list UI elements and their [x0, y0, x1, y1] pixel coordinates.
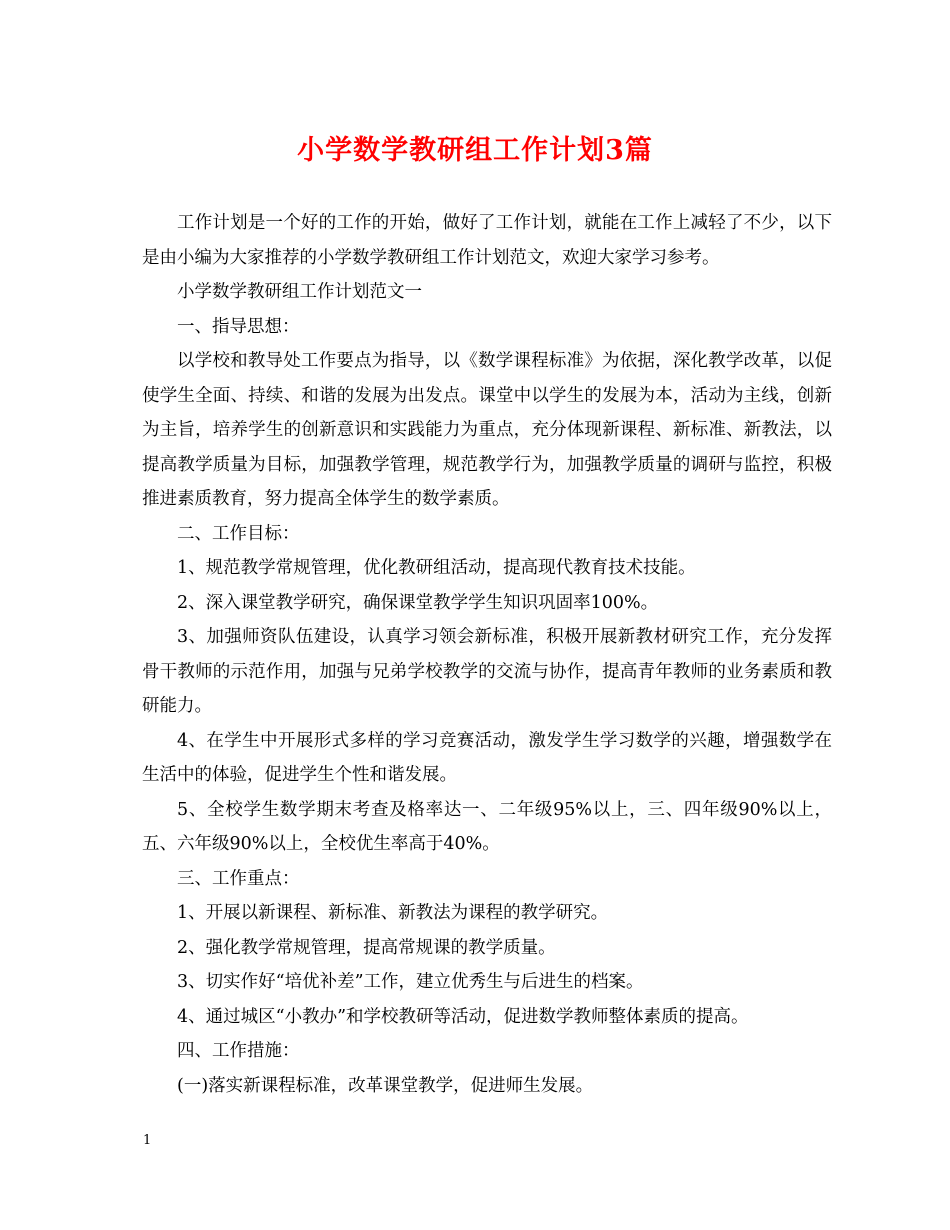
list-item-focus-1: 1、开展以新课程、新标准、新教法为课程的教学研究。 [177, 903, 609, 923]
list-item-goal-5: 5、全校学生数学期末考查及格率达一、二年级95%以上，三、四年级90%以上，五、六年级90%以上，全校优生率高于40%。 [142, 799, 832, 854]
page-number: 1 [143, 1133, 152, 1148]
list-item-goal-2: 2、深入课堂教学研究，确保课堂教学学生知识巩固率100%。 [177, 592, 659, 613]
paragraph-guiding-thought: 以学校和教导处工作要点为指导，以《数学课程标准》为依据，深化教学改革，以促使学生全面、持续、和谐的发展为出发点。课堂中以学生的发展为本，活动为主线，创新为主旨，培养学生的创新意识和实践能力为重点，充分体现新课程、新标准、新教法，以提高教学质量为目标，加强教学管理，规范教学行为，加强教学质量的调研与监控，积极推进素质教育，努力提高全体学生的数学素质。 [142, 351, 832, 509]
heading-work-measures: 四、工作措施： [177, 1041, 300, 1061]
list-item-focus-3: 3、切实作好“培优补差”工作，建立优秀生与后进生的档案。 [177, 972, 644, 992]
heading-work-focus: 三、工作重点： [177, 868, 300, 889]
list-item-focus-4: 4、通过城区“小教办”和学校教研等活动，促进数学教师整体素质的提高。 [177, 1006, 749, 1027]
list-item-measure-1: (一)落实新课程标准，改革课堂教学，促进师生发展。 [177, 1075, 594, 1096]
paragraph-intro: 工作计划是一个好的工作的开始，做好了工作计划，就能在工作上减轻了不少，以下是由小编为大家推荐的小学数学教研组工作计划范文，欢迎大家学习参考。 [142, 213, 832, 268]
document-title: 小学数学教研组工作计划3篇 [297, 135, 653, 166]
list-item-goal-4: 4、在学生中开展形式多样的学习竞赛活动，激发学生学习数学的兴趣，增强数学在生活中的体验，促进学生个性和谐发展。 [142, 730, 832, 785]
paragraph-section-heading: 小学数学教研组工作计划范文一 [177, 282, 422, 302]
list-item-goal-3: 3、加强师资队伍建设，认真学习领会新标准，积极开展新教材研究工作，充分发挥骨干教师的示范作用，加强与兄弟学校教学的交流与协作，提高青年教师的业务素质和教研能力。 [142, 627, 832, 716]
list-item-goal-1: 1、规范教学常规管理，优化教研组活动，提高现代教育技术技能。 [177, 558, 696, 578]
heading-work-goals: 二、工作目标： [177, 523, 300, 544]
list-item-focus-2: 2、强化教学常规管理，提高常规课的教学质量。 [177, 937, 556, 958]
document-body [142, 206, 832, 1103]
heading-guiding-thought: 一、指导思想： [177, 316, 300, 337]
